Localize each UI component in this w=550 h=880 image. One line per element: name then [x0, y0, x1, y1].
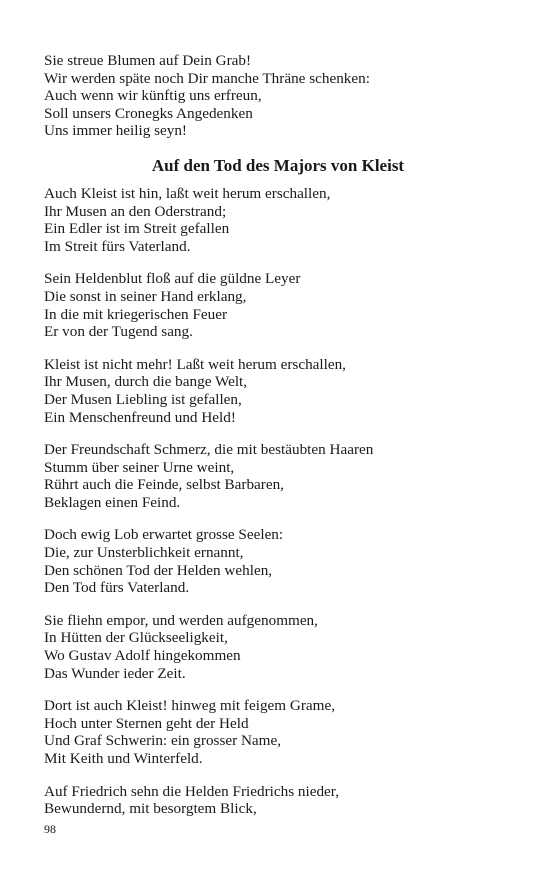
verse-line: Ein Menschenfreund und Held! [44, 408, 236, 426]
stanza-8 [44, 783, 514, 818]
verse-line: In die mit kriegerischen Feuer [44, 305, 228, 323]
stanza-4 [44, 441, 514, 511]
verse-line: Ihr Musen an den Oderstrand; [44, 202, 227, 220]
verse-line: Uns immer heilig seyn! [44, 122, 187, 140]
verse-line: Rührt auch die Feinde, selbst Barbaren, [44, 476, 284, 494]
verse-line: In Hütten der Glückseeligkeit, [44, 629, 228, 647]
stanza-5 [44, 526, 514, 596]
verse-line: Sein Heldenblut floß auf die güldne Leyer [44, 270, 301, 288]
page-number: 98 [44, 822, 56, 836]
stanza-1 [44, 185, 514, 255]
verse-line: Beklagen einen Feind. [44, 493, 181, 511]
verse-line: Die sonst in seiner Hand erklang, [44, 287, 247, 305]
verse-line: Den Tod fürs Vaterland. [44, 579, 190, 597]
verse-line: Soll unsers Cronegks Angedenken [44, 104, 253, 122]
verse-line: Auf Friedrich sehn die Helden Friedrichs nieder, [44, 782, 340, 800]
verse-line: Wo Gustav Adolf hingekommen [44, 647, 241, 665]
verse-line: Wir werden späte noch Dir manche Thräne schenken: [44, 69, 370, 87]
stanza-7 [44, 697, 514, 767]
verse-line: Bewundernd, mit besorgtem Blick, [44, 800, 257, 818]
verse-line: Doch ewig Lob erwartet grosse Seelen: [44, 526, 284, 544]
verse-line: Auch wenn wir künftig uns erfreun, [44, 87, 262, 105]
verse-line: Sie streue Blumen auf Dein Grab! [44, 52, 252, 69]
verse-line: Dort ist auch Kleist! hinweg mit feigem Grame, [44, 697, 336, 715]
verse-line: Mit Keith und Winterfeld. [44, 750, 203, 767]
verse-line: Stumm über seiner Urne weint, [44, 458, 235, 476]
verse-line: Den schönen Tod der Helden wehlen, [44, 561, 273, 579]
verse-line: Hoch unter Sternen geht der Held [44, 714, 249, 732]
stanza-3 [44, 356, 514, 426]
verse-line: Die, zur Unsterblichkeit ernannt, [44, 544, 244, 562]
verse-line: Das Wunder ieder Zeit. [44, 664, 186, 682]
verse-line: Und Graf Schwerin: ein grosser Name, [44, 732, 282, 750]
verse-line: Kleist ist nicht mehr! Laßt weit herum erschallen, [44, 355, 346, 373]
verse-line: Sie fliehn empor, und werden aufgenommen, [44, 611, 318, 629]
stanza-6 [44, 612, 514, 682]
verse-line: Ihr Musen, durch die bange Welt, [44, 373, 248, 391]
verse-line: Der Freundschaft Schmerz, die mit bestäubten Haaren [44, 441, 374, 459]
verse-line: Er von der Tugend sang. [44, 323, 193, 341]
stanza-2 [44, 270, 514, 340]
verse-line: Im Streit fürs Vaterland. [44, 237, 191, 255]
poem-title: Auf den Tod des Majors von Kleist [151, 155, 405, 175]
verse-line: Auch Kleist ist hin, laßt weit herum erschallen, [44, 184, 331, 202]
verse-line: Ein Edler ist im Streit gefallen [44, 220, 230, 238]
page-text [44, 52, 514, 833]
opening-stanza [44, 52, 514, 140]
verse-line: Der Musen Liebling ist gefallen, [44, 390, 242, 408]
